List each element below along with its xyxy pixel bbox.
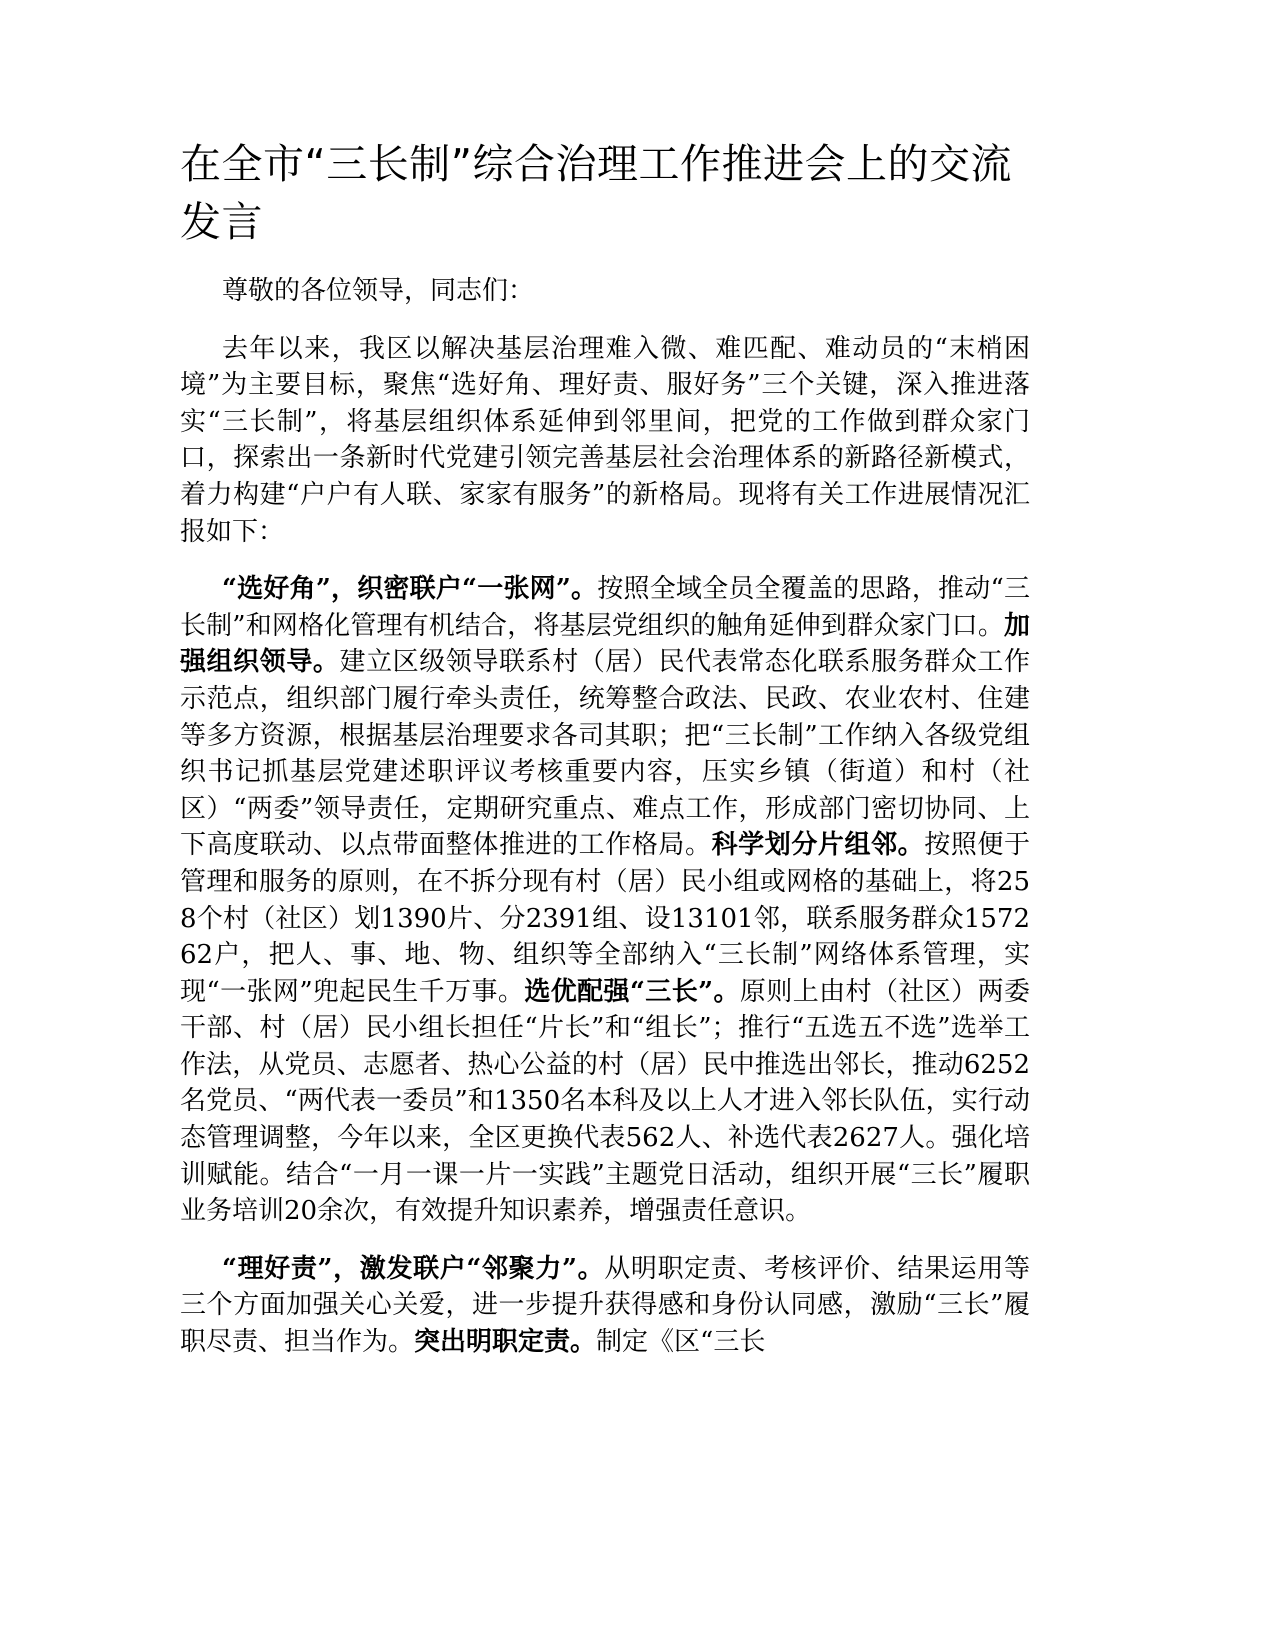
section-1-heading: “选好角”，织密联户“一张网”。 — [222, 574, 598, 605]
section-2-text-1: 从明职定责、考核评价、结果运用等三个方面加强关心关爱，进一步提升获得感和身份认同感，激励“三长”履职尽责、担当作为。 — [180, 1253, 1030, 1358]
section-1-text-3: 按照便于管理和服务的原则，在不拆分现有村（居）民小组或网格的基础上，将258个村（社区）划1390片、分2391组、设13101邻，联系服务群众157262户，把人、事、地、物、组织等全部纳入“三长制”网络体系管理，实现“一张网”兜起民生千万事。 — [180, 830, 1030, 1007]
section-2-subheading-1: 突出明职定责。 — [414, 1327, 597, 1358]
section-1-paragraph — [180, 571, 1030, 1230]
document-page — [180, 135, 1030, 1382]
intro-paragraph: 去年以来，我区以解决基层治理难入微、难匹配、难动员的“末梢困境”为主要目标，聚焦“选好角、理好责、服好务”三个关键，深入推进落实“三长制”，将基层组织体系延伸到邻里间，把党的工作做到群众家门口，探索出一条新时代党建引领完善基层社会治理体系的新路径新模式，着力构建“户户有人联、家家有服务”的新格局。现将有关工作进展情况汇报如下： — [180, 333, 1030, 547]
section-1-subheading-1: 加强组织领导。 — [180, 610, 1030, 678]
section-2-text-2: 制定《区“三长 — [596, 1327, 766, 1358]
document-title: 在全市“三长制”综合治理工作推进会上的交流发言 — [180, 140, 1012, 246]
section-1-subheading-3: 选优配强“三长”。 — [524, 976, 740, 1007]
section-2-heading: “理好责”，激发联户“邻聚力”。 — [222, 1253, 605, 1284]
section-1-text-1: 按照全域全员全覆盖的思路，推动“三长制”和网格化管理有机结合，将基层党组织的触角延伸到群众家门口。 — [180, 574, 1030, 641]
section-1-subheading-2: 科学划分片组邻。 — [711, 830, 925, 861]
section-1-text-4: 原则上由村（社区）两委干部、村（居）民小组长担任“片长”和“组长”；推行“五选五不选”选举工作法，从党员、志愿者、热心公益的村（居）民中推选出邻长，推动6252名党员、“两代表一委员”和1350名本科及以上人才进入邻长队伍，实行动态管理调整，今年以来，全区更换代表562人、补选代表2627人。强化培训赋能。结合“一月一课一片一实践”主题党日活动，组织开展“三长”履职业务培训20余次，有效提升知识素养，增强责任意识。 — [180, 976, 1030, 1227]
section-1-text-2: 建立区级领导联系村（居）民代表常态化联系服务群众工作示范点，组织部门履行牵头责任，统筹整合政法、民政、农业农村、住建等多方资源，根据基层治理要求各司其职；把“三长制”工作纳入各级党组织书记抓基层党建述职评议考核重要内容，压实乡镇（街道）和村（社区）“两委”领导责任，定期研究重点、难点工作，形成部门密切协同、上下高度联动、以点带面整体推进的工作格局。 — [180, 647, 1030, 861]
section-2-paragraph — [180, 1251, 1030, 1361]
salutation: 尊敬的各位领导，同志们： — [222, 276, 535, 306]
